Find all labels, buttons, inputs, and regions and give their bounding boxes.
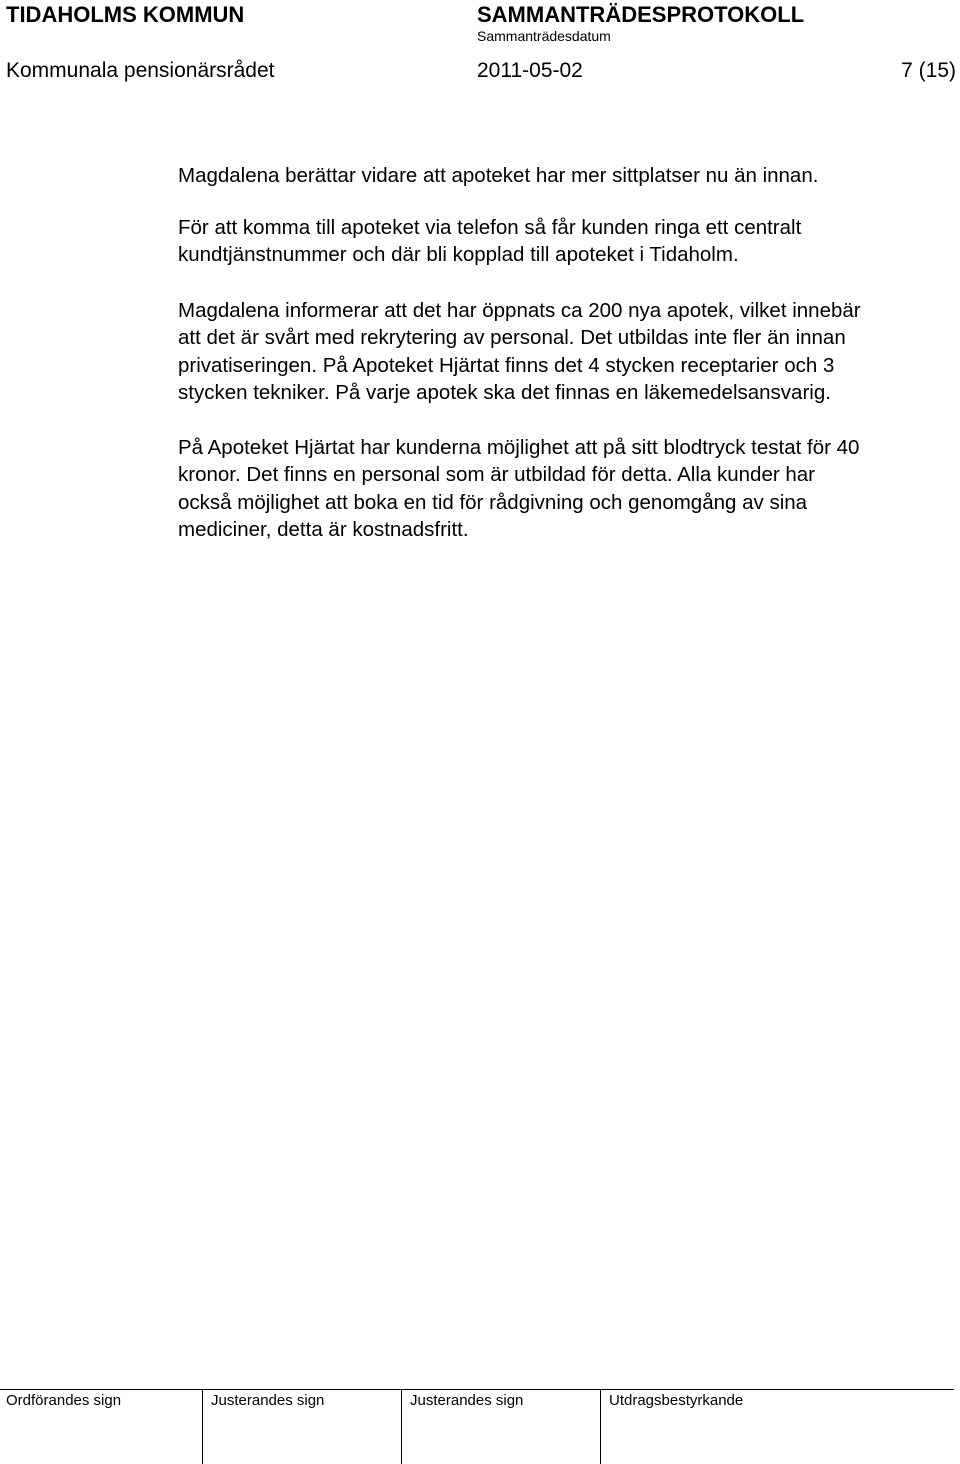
page-number: 7 (15) bbox=[901, 59, 956, 82]
signature-box-certification bbox=[600, 1389, 955, 1464]
signature-footer bbox=[0, 1389, 960, 1464]
signature-box-adjuster-2 bbox=[401, 1389, 600, 1464]
council-name: Kommunala pensionärsrådet bbox=[6, 59, 275, 82]
signature-box-adjuster-1 bbox=[202, 1389, 401, 1464]
paragraph: Magdalena informerar att det har öppnats ca 200 nya apotek, vilket innebär att det är svårt med rekrytering av personal. Det utbildas inte fler än innan privatiseringen. På Apoteket Hjärtat finns det 4 stycken receptarier och 3 stycken tekniker. På varje apotek ska det finnas en läkemedelsansvarig. bbox=[178, 298, 861, 404]
protocol-body bbox=[178, 162, 960, 572]
paragraph: På Apoteket Hjärtat har kunderna möjlighet att på sitt blodtryck testat för 40 kronor. Det finns en personal som är utbildad för detta. Alla kunder har också möjlighet att boka en tid för rådgivning och genomgång av sina mediciner, detta är kostnadsfritt. bbox=[178, 435, 860, 541]
paragraph: För att komma till apoteket via telefon så får kunden ringa ett centralt kundtjänstnummer och där bli kopplad till apoteket i Tidaholm. bbox=[178, 215, 802, 266]
signature-label: Justerandes sign bbox=[211, 1392, 325, 1409]
meeting-date: 2011-05-02 bbox=[477, 59, 583, 82]
signature-label: Justerandes sign bbox=[410, 1392, 524, 1409]
signature-label: Utdragsbestyrkande bbox=[609, 1392, 744, 1409]
organization-name: TIDAHOLMS KOMMUN bbox=[6, 2, 245, 27]
paragraph: Magdalena berättar vidare att apoteket har mer sittplatser nu än innan. bbox=[178, 164, 819, 187]
meeting-date-label: Sammanträdesdatum bbox=[477, 28, 611, 44]
signature-box-chair bbox=[0, 1389, 202, 1464]
document-type: SAMMANTRÄDESPROTOKOLL bbox=[477, 2, 805, 27]
signature-label: Ordförandes sign bbox=[6, 1392, 122, 1409]
